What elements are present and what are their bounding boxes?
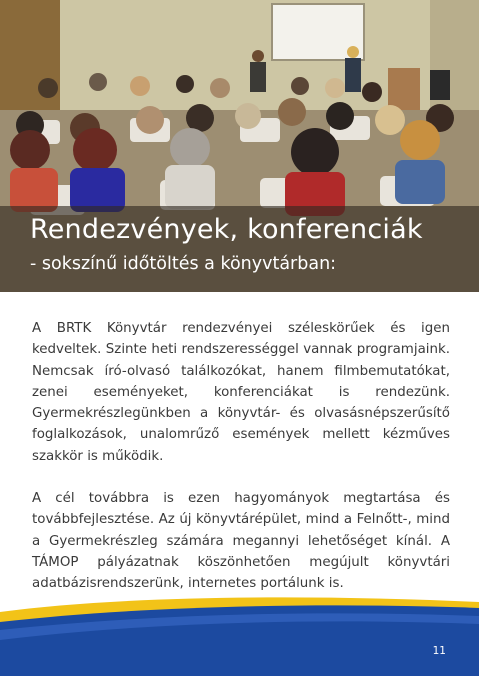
page-number: 11: [432, 645, 446, 657]
body-text: [32, 318, 450, 595]
footer-wave: [0, 590, 479, 676]
paragraph: A BRTK Könyvtár rendezvényei széleskörűek és igen kedveltek. Szinte heti rendszerességgel vannak programjaink. Nemcsak író-olvasó találkozókat, hanem filmbemutatókat, zenei eseményeket, konferenciákat is rendezünk. Gyermekrészlegünkben a könyvtár- és olvasásnépszerűsítő foglalkozások, unalomrűző események mellett kézműves szakkör is működik.: [32, 321, 450, 464]
page-subtitle: - sokszínű időtöltés a könyvtárban:: [30, 254, 337, 274]
paragraph: A cél továbbra is ezen hagyományok megtartása és továbbfejlesztése. Az új könyvtárépület, mind a Felnőtt-, mind a Gyermekrészleg számára megannyi lehetőséget kínál. A TÁMOP pályázatnak köszönhetően megújult könyvtári adatbázisrendszerünk, internetes portálunk is.: [32, 491, 450, 592]
page-title: Rendezvények, konferenciák: [30, 214, 423, 245]
